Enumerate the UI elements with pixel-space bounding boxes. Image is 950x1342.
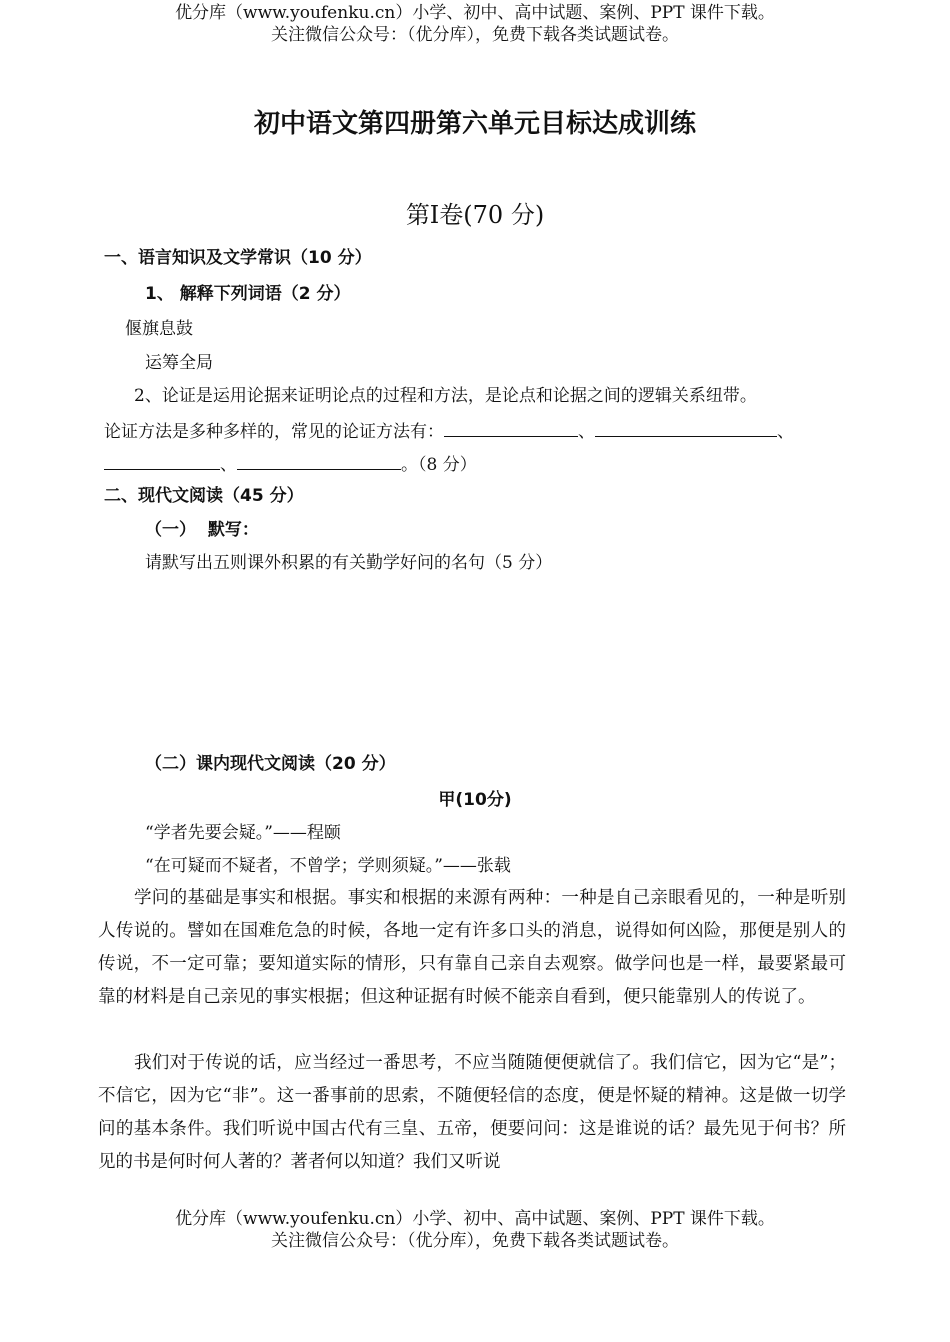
subsection-1-prompt: 请默写出五则课外积累的有关勤学好问的名句（5 分） — [145, 553, 553, 573]
separator: 、 — [578, 422, 595, 442]
subsection-2-heading: （二）课内现代文阅读（20 分） — [145, 754, 396, 774]
question-2-end: 。（8 分） — [401, 455, 477, 475]
question-2-text: 论证方法是多种多样的，常见的论证方法有： — [104, 422, 444, 442]
passage-paragraph-2: 我们对于传说的话，应当经过一番思考，不应当随随便便就信了。我们信它，因为它“是”；不信它，因为它“非”。这一番事前的思索，不随便轻信的态度，便是怀疑的精神。这是做一切学问的基本条件。我们听说中国古代有三皇、五帝，便要问问：这是谁说的话？最先见于何书？所见的书是何时何人著的？著者何以知道？我们又听说 — [98, 1053, 846, 1172]
footer-line-2: 关注微信公众号：（优分库），免费下载各类试题试卷。 — [271, 1231, 679, 1251]
quote-1: “学者先要会疑。”——程颐 — [145, 823, 341, 843]
question-2-line-2 — [104, 418, 794, 444]
separator: 、 — [777, 422, 794, 442]
answer-blank-2[interactable] — [595, 418, 777, 437]
part1-heading: 一、语言知识及文学常识（10 分） — [104, 248, 372, 268]
passage-paragraph-1: 学问的基础是事实和根据。事实和根据的来源有两种：一种是自己亲眼看见的，一种是听别人传说的。譬如在国难危急的时候，各地一定有许多口头的消息，说得如何凶险，那便是别人的传说，不一定可靠；要知道实际的情形，只有靠自己亲自去观察。做学问也是一样，最要紧最可靠的材料是自己亲见的事实根据；但这种证据有时候不能亲自看到，便只能靠别人的传说了。 — [98, 888, 846, 1007]
question-2-line-1: 2、论证是运用论据来证明论点的过程和方法，是论点和论据之间的逻辑关系纽带。 — [134, 386, 757, 406]
question-1: 1、 解释下列词语（2 分） — [145, 284, 351, 304]
document-title: 初中语文第四册第六单元目标达成训练 — [253, 109, 696, 139]
page-header — [0, 2, 950, 46]
question-2-line-3 — [104, 451, 477, 477]
header-line-2: 关注微信公众号：（优分库），免费下载各类试题试卷。 — [271, 25, 679, 45]
passage-jia-label: 甲(10分) — [438, 790, 512, 810]
quote-2: “在可疑而不疑者，不曾学；学则须疑。”——张载 — [145, 856, 511, 876]
answer-blank-1[interactable] — [444, 418, 578, 437]
page-footer — [0, 1208, 950, 1252]
answer-blank-4[interactable] — [237, 451, 401, 470]
footer-line-1: 优分库（www.youfenku.cn）小学、初中、高中试题、案例、PPT 课件下载。 — [175, 1209, 775, 1229]
answer-blank-3[interactable] — [104, 451, 220, 470]
subsection-1-heading: （一） 默写： — [145, 520, 259, 540]
section-subtitle: 第Ⅰ卷(70 分) — [405, 201, 545, 229]
separator: 、 — [220, 455, 237, 475]
term-1: 偃旗息鼓 — [125, 319, 193, 339]
part2-heading: 二、现代文阅读（45 分） — [104, 486, 304, 506]
header-line-1: 优分库（www.youfenku.cn）小学、初中、高中试题、案例、PPT 课件下载。 — [175, 3, 775, 23]
term-2: 运筹全局 — [145, 353, 213, 373]
